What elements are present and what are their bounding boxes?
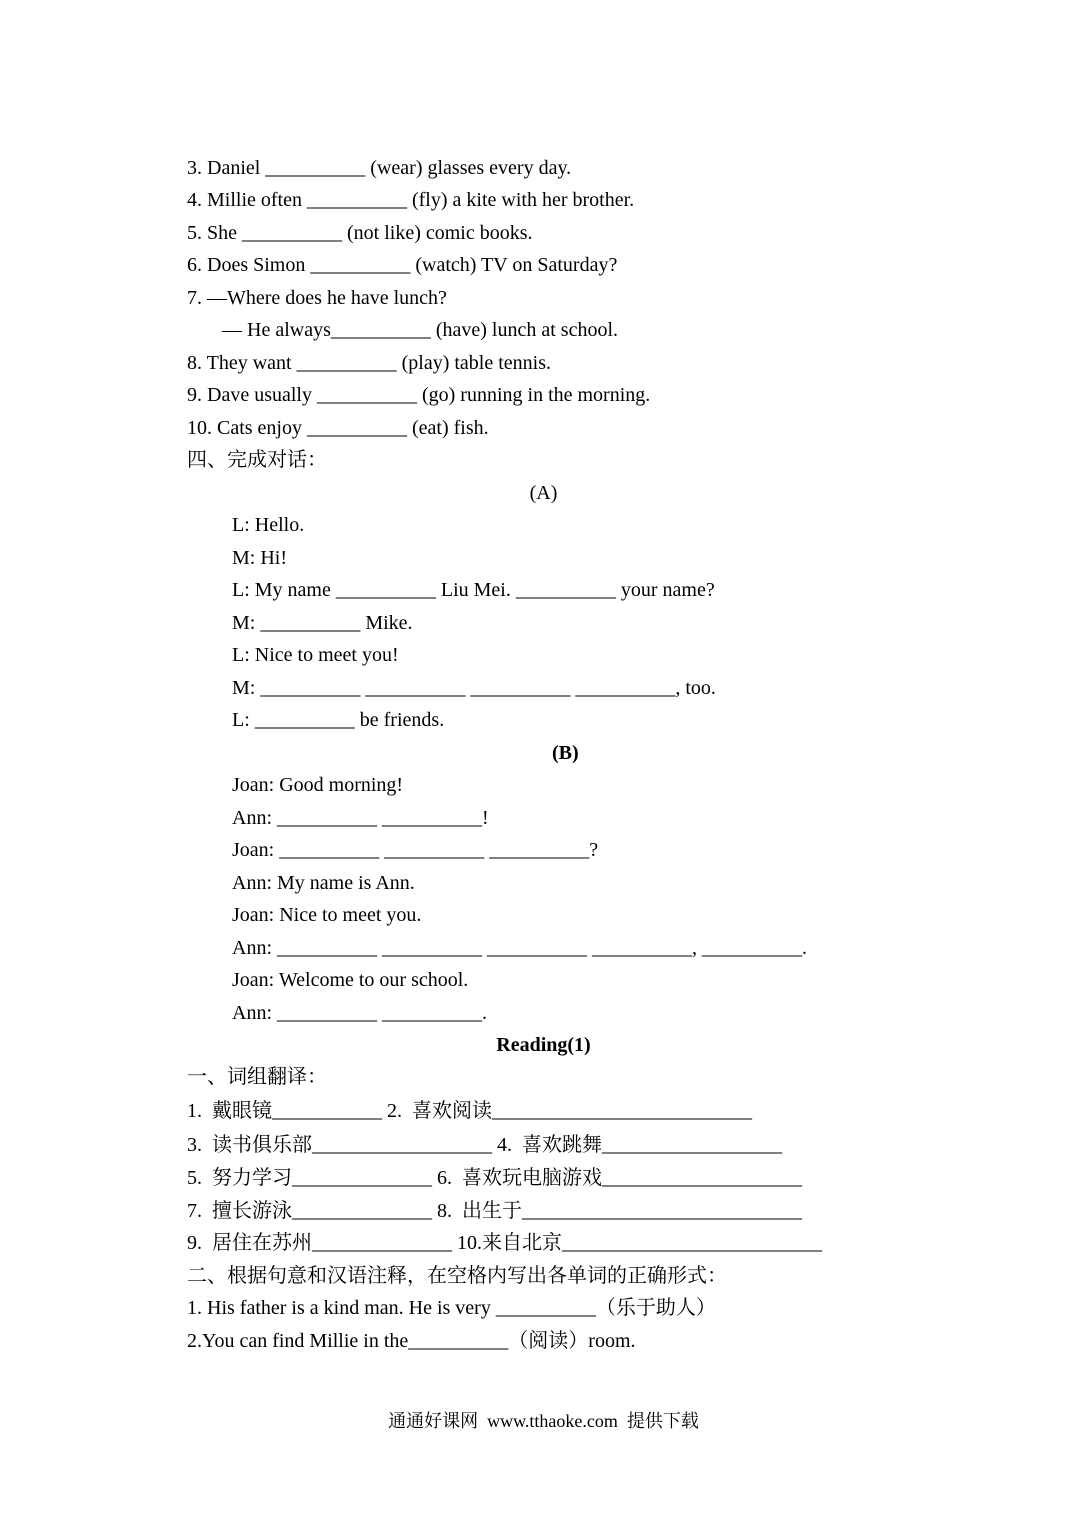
dialogue-line: Joan: Good morning!: [232, 774, 404, 796]
phrase-row: 7. 擅长游泳______________ 8. 出生于____________________________: [187, 1200, 802, 1222]
dialogue-line: Ann: __________ __________!: [232, 807, 489, 829]
section-heading: 一、词组翻译：: [187, 1066, 327, 1088]
dialogue-line: L: My name __________ Liu Mei. __________ your name?: [232, 579, 715, 601]
exercise-item: 7. —Where does he have lunch?: [187, 287, 447, 309]
dialogue-line: L: Nice to meet you!: [232, 644, 399, 666]
exercise-item: 6. Does Simon __________ (watch) TV on Saturday?: [187, 254, 618, 276]
exercise-item: 10. Cats enjoy __________ (eat) fish.: [187, 417, 489, 439]
exercise-item: 3. Daniel __________ (wear) glasses every day.: [187, 157, 572, 179]
exercise-item: — He always__________ (have) lunch at school.: [222, 319, 619, 341]
dialogue-b-label: (B): [552, 742, 579, 764]
dialogue-a-label: (A): [529, 482, 558, 504]
dialogue-line: M: __________ __________ __________ __________, too.: [232, 677, 716, 699]
fill-item: 1. His father is a kind man. He is very __________（乐于助人）: [187, 1297, 716, 1319]
exercise-item: 9. Dave usually __________ (go) running in the morning.: [187, 384, 651, 406]
dialogue-line: L: __________ be friends.: [232, 709, 445, 731]
dialogue-line: M: __________ Mike.: [232, 612, 413, 634]
exercise-item: 4. Millie often __________ (fly) a kite with her brother.: [187, 189, 635, 211]
page-footer: 通通好课网 www.tthaoke.com 提供下载: [388, 1411, 699, 1431]
phrase-row: 5. 努力学习______________ 6. 喜欢玩电脑游戏____________________: [187, 1167, 802, 1189]
dialogue-line: M: Hi!: [232, 547, 287, 569]
dialogue-line: L: Hello.: [232, 514, 305, 536]
fill-item: 2.You can find Millie in the__________（阅读）room.: [187, 1330, 636, 1352]
exercise-item: 8. They want __________ (play) table tennis.: [187, 352, 552, 374]
section-heading: 四、完成对话：: [187, 449, 327, 471]
dialogue-line: Ann: My name is Ann.: [232, 872, 415, 894]
dialogue-line: Ann: __________ __________ __________ __________, __________.: [232, 937, 807, 959]
reading-title: Reading(1): [496, 1034, 591, 1056]
dialogue-line: Ann: __________ __________.: [232, 1002, 487, 1024]
exercise-item: 5. She __________ (not like) comic books.: [187, 222, 533, 244]
dialogue-line: Joan: Welcome to our school.: [232, 969, 469, 991]
phrase-row: 3. 读书俱乐部__________________ 4. 喜欢跳舞__________________: [187, 1134, 782, 1156]
phrase-row: 9. 居住在苏州______________ 10.来自北京__________________________: [187, 1232, 822, 1254]
section-heading: 二、根据句意和汉语注释，在空格内写出各单词的正确形式：: [187, 1265, 727, 1287]
dialogue-line: Joan: __________ __________ __________?: [232, 839, 599, 861]
dialogue-line: Joan: Nice to meet you.: [232, 904, 422, 926]
phrase-row: 1. 戴眼镜___________ 2. 喜欢阅读__________________________: [187, 1100, 752, 1122]
